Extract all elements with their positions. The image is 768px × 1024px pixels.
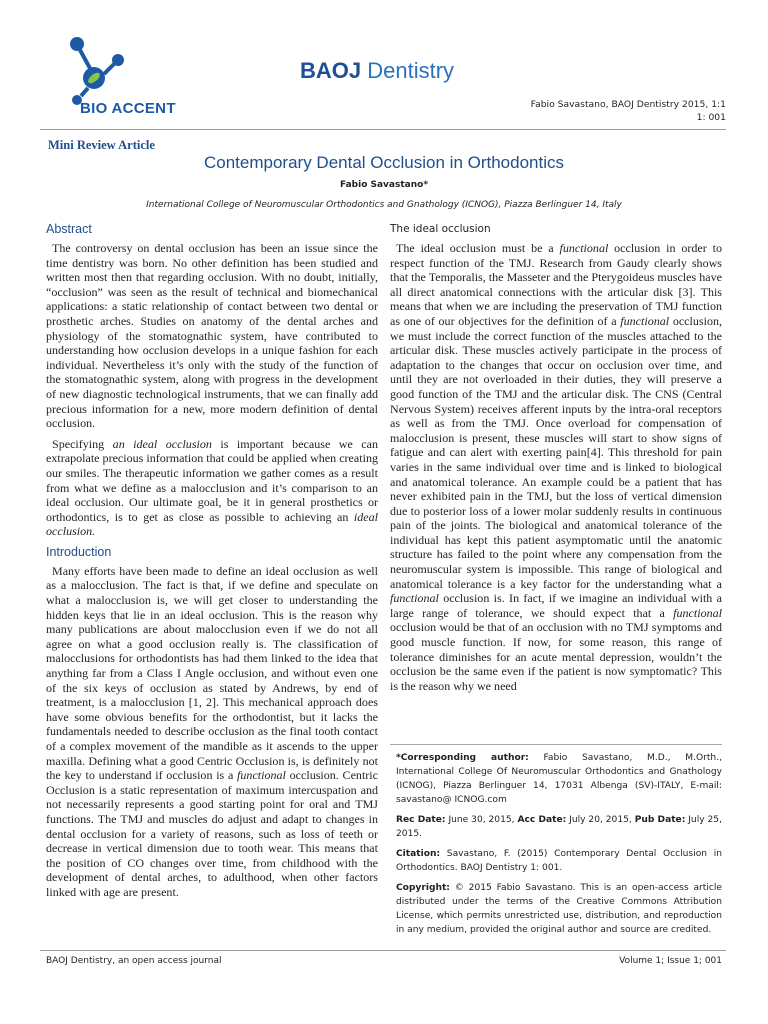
article-title: Contemporary Dental Occlusion in Orthodontics	[204, 153, 564, 172]
corresponding-author	[396, 751, 722, 807]
brand-name: BIO ACCENT	[80, 100, 176, 117]
dates	[396, 813, 722, 841]
article-type: Mini Review Article	[48, 138, 155, 152]
ideal-c: occlusion, we must include the correct function of the muscles attached to the articular disk. These muscles actively participate in the process of adaptation to the changes that occur on occlusion over time, and until they are not overloaded in their duties, they will preserve a good function of the TMJ and the articular disk. The CNS (Central Nervous System) receives afferent inputs by the intra-oral receptors as well as from the TMJ. Once overload for compensation of malocclusion is present, these muscles will start to show signs of fatigue and can alert with exerting pain[4]. This threshold for pain varies in the same individual over time and is linked to biological and anatomical tolerance. An example could be a patient that has never exhibited pain in the TMJ, but the loss of vertical dimension due to posterior loss of a lower molar suddenly results in continuous pain of the joints. The biological and anatomical tolerance of the individual has kept this patient asymptomatic until the anatomic structure has failed to the point where any compensation from the neuromuscular system is impossible. This range of biological and anatomical tolerance is a key factor for the understanding what a	[390, 313, 722, 591]
ideal-occlusion-heading: The ideal occlusion	[390, 223, 491, 235]
abstract-heading: Abstract	[46, 222, 92, 236]
citation-label: Citation:	[396, 849, 441, 859]
left-column	[46, 222, 378, 906]
pub-date-label: Pub Date:	[634, 815, 686, 825]
citation	[396, 847, 722, 875]
ideal-em2: functional	[620, 313, 670, 328]
ideal-occlusion-paragraph	[390, 241, 722, 693]
rec-date: June 30, 2015,	[445, 815, 518, 825]
abstract-p2-b: is important because we can extrapolate precious information that could be applied when creating our smiles. The therapeutic information we gather comes as a result from what we define as a malocclusion and it’s comparison to an ideal occlusion. Our ultimate goal, be it in general prosthetics or orthodontics, is to get as close as possible to achieving an	[46, 436, 378, 524]
intro-p1-em: functional	[237, 768, 286, 783]
pub-date: July 25, 2015.	[396, 815, 722, 839]
correspondence-box	[390, 744, 722, 943]
copyright-label: Copyright:	[396, 883, 450, 893]
ideal-a: The ideal occlusion must be a	[396, 241, 560, 255]
ideal-b: occlusion in order to respect function of the TMJ. Research from Gaudy clearly shows that the Temporalis, the Masseter and the Pterygoideus muscles have all direct anatomical connections with the articular disk [3]. This means that when we are including the preservation of TMJ function as one of our objectives for the definition of a	[390, 241, 722, 328]
abstract-p2-a: Specifying	[52, 436, 113, 451]
journal-name: Dentistry	[361, 58, 455, 83]
ideal-em3: functional	[390, 591, 439, 606]
intro-p1-a: Many efforts have been made to define an ideal occlusion as well as a malocclusion. The fact is that, if we define and speculate on what a malocclusion is, we will get closer to understanding the hidden keys that lie in an ideal occlusion. This is the reason why many publications are about malocclusion even if we do not all agree on what a good occlusion really is. The classification of malocclusions for orthodontists has had them linked to the idea that anything far from a Class I Angle occlusion, and without even one of the six keys of occlusion as stated by Andrews, by end of treatment, is a malocclusion [1, 2]. This mechanical approach does have some obvious benefits for the orthodontist, but it lacks the fundamentals needed to describe occlusion as the final tooth contact of a complex movement of the mandible as it ascends to the upper maxilla. Defining what a good Centric Occlusion is, is definitely not the key to understand if occlusion is a	[46, 563, 378, 783]
ideal-d: occlusion is. In fact, if we imagine an individual with a large range of tolerance, we should expect that a	[390, 591, 722, 620]
rec-date-label: Rec Date:	[396, 815, 446, 825]
header-divider	[40, 129, 726, 130]
introduction-heading: Introduction	[46, 544, 112, 559]
affiliation: International College of Neuromuscular Orthodontics and Gnathology (ICNOG), Piazza Berlinguer 14, Italy	[146, 200, 622, 210]
footer-divider	[40, 950, 726, 951]
corresponding-author-text: Fabio Savastano, M.D., M.Orth., International College Of Neuromuscular Orthodontics and Gnathology (ICNOG), Piazza Berlinguer 14, 17031 Albenga (SV)-ITALY, E-mail: savastano@ ICNOG.com	[396, 753, 722, 805]
citation-line-1: Fabio Savastano, BAOJ Dentistry 2015, 1:1	[530, 99, 726, 110]
introduction-paragraph	[46, 564, 378, 900]
footer-journal: BAOJ Dentistry, an open access journal	[46, 956, 222, 966]
acc-date: July 20, 2015,	[566, 815, 635, 825]
abstract-p2-em: an ideal occlusion	[112, 436, 212, 451]
right-column	[390, 222, 722, 699]
journal-title	[300, 58, 454, 84]
citation-line-2: 1: 001	[696, 112, 726, 123]
abstract-paragraph-2	[46, 437, 378, 539]
footer-volume: Volume 1; Issue 1; 001	[619, 956, 722, 966]
abstract-p2-em2: ideal occlusion.	[46, 509, 378, 539]
author-line: Fabio Savastano*	[339, 180, 429, 190]
acc-date-label: Acc Date:	[517, 815, 567, 825]
citation-text: Savastano, F. (2015) Contemporary Dental Occlusion in Orthodontics. BAOJ Dentistry 1: 001.	[396, 849, 722, 873]
ideal-em4: functional	[673, 605, 722, 620]
intro-p1-b: occlusion. Centric Occlusion is a static representation of maximum intercuspation and not necessarily represents a good starting point for oral and TMJ functions. The TMJ and muscles do adjust and adapt to changes in dental occlusion for a variety of reasons, such as loss of teeth or decrease in vertical dimension due to tooth wear. This means that the position of CO changes over time, from childhood with the development of dental arches, to adulthood, when other factors linked with age are present.	[46, 768, 378, 899]
citation-header	[466, 98, 726, 124]
copyright-text: © 2015 Fabio Savastano. This is an open-access article distributed under the terms of the Creative Commons Attribution License, which permits unrestricted use, distribution, and reproduction in any medium, provided the original author and source are credited.	[396, 883, 722, 935]
journal-prefix: BAOJ	[300, 58, 362, 83]
ideal-e: occlusion would be that of an occlusion with no TMJ symptoms and good muscle function. If now, for some reason, this range of tolerance diminishes for an acute mental depression, wouldn’t the occlusion be the same even if the patient is now symptomatic? This is the reason why we need	[390, 620, 722, 693]
copyright	[396, 881, 722, 937]
corresponding-author-label: *Corresponding author:	[396, 753, 529, 763]
ideal-em1: functional	[559, 241, 609, 255]
abstract-paragraph-1: The controversy on dental occlusion has been an issue since the time dentistry was born. No other definition has been studied and written most then that regarding occlusion. With no doubt, initially, “occlusion” was seen as the result of technical and biomechanical applications: a static relationship of contact between two dental or prosthetic arches. Studies on anatomy of the dental arches and physiology of the stomatognathic system, have contributed to understanding how occlusion develops in a unique fashion for each individual. Nevertheless it’s only with the study of the function of the stomatognathic system, along with progress in the development of new diagnostic technological instruments, that we can finally add precious information for a new, more modern definition of dental occlusion.	[46, 241, 378, 431]
